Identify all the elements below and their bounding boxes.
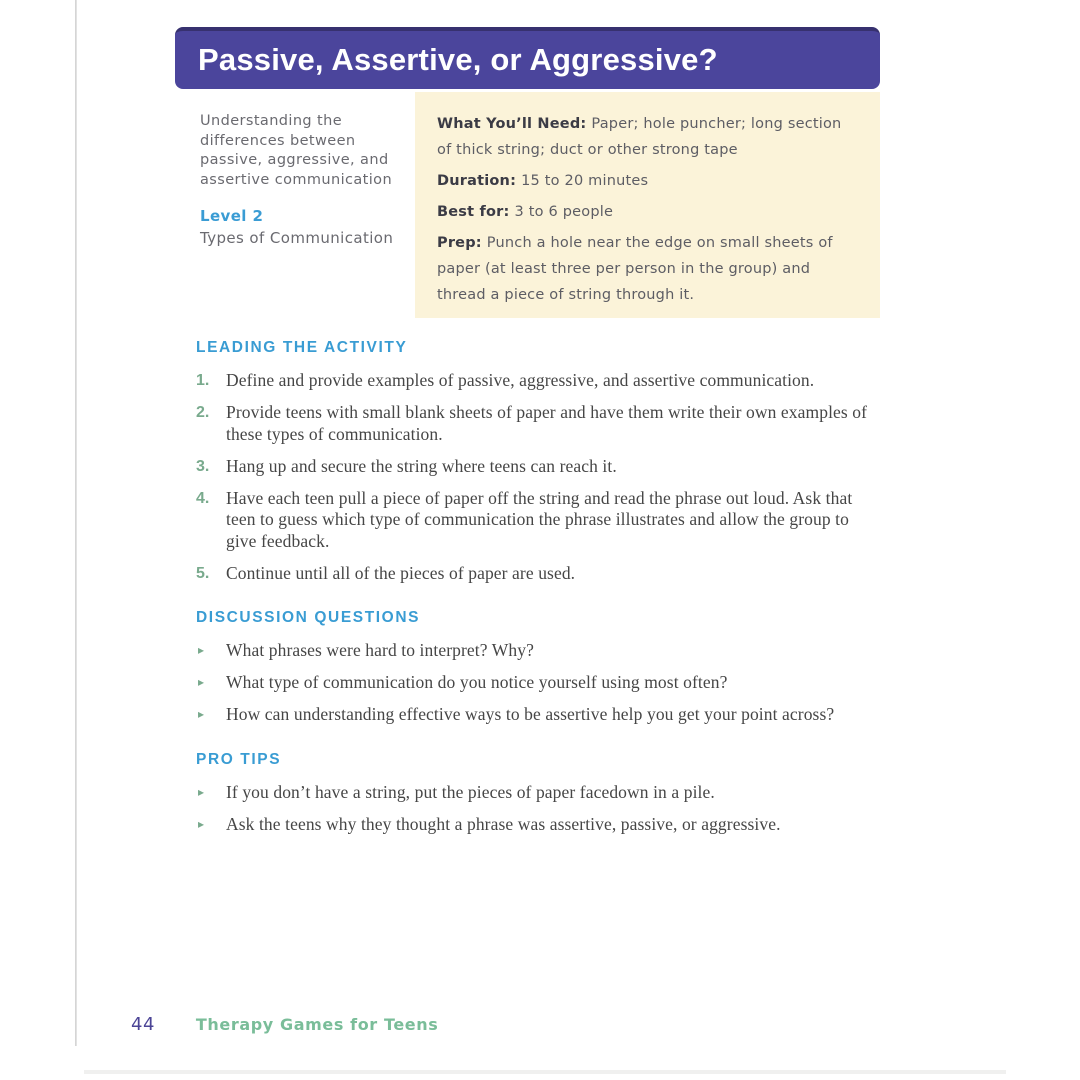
list-item-text: Ask the teens why they thought a phrase was assertive, passive, or aggressive. (226, 813, 781, 834)
list-item-text: If you don’t have a string, put the pieces of paper facedown in a pile. (226, 781, 715, 802)
list-item-text: How can understanding effective ways to be assertive help you get your point across? (226, 704, 835, 724)
page-title: Passive, Assertive, or Aggressive? (198, 42, 718, 77)
page-edge-bottom (84, 1070, 1006, 1074)
info-label: What You’ll Need: (437, 116, 587, 132)
info-label: Duration: (437, 173, 517, 189)
section-pro-tips (196, 751, 882, 836)
activity-description: Understanding the differences between passive, aggressive, and assertive communication (200, 113, 393, 188)
section-heading: LEADING THE ACTIVITY (196, 339, 408, 356)
list-item (196, 563, 882, 585)
list-item (196, 704, 882, 726)
section-heading: DISCUSSION QUESTIONS (196, 609, 421, 626)
list-number: 2. (196, 404, 210, 421)
activity-sidebar (200, 112, 400, 248)
list-item (196, 370, 882, 392)
page-edge-left (75, 0, 77, 1046)
info-item-what-you-need (437, 111, 858, 163)
list-item (196, 456, 882, 478)
info-item-prep (437, 230, 858, 308)
activity-info-box (415, 92, 880, 318)
list-item-text: What type of communication do you notice yourself using most often? (226, 672, 728, 692)
list-number: 5. (196, 564, 210, 582)
list-item-text: Hang up and secure the string where teens can reach it. (226, 455, 617, 476)
activity-category: Types of Communication (200, 228, 394, 247)
info-label: Best for: (437, 204, 510, 220)
bullet-arrow-icon: ▸ (198, 643, 205, 657)
list-item (196, 782, 882, 804)
list-item (196, 640, 882, 662)
activity-title-banner (175, 27, 880, 89)
bullet-arrow-icon: ▸ (198, 784, 205, 799)
info-value: Paper; hole puncher; long section of thick string; duct or other strong tape (437, 116, 842, 158)
section-discussion-questions (196, 609, 882, 726)
info-item-duration (437, 168, 858, 194)
section-heading: PRO TIPS (196, 750, 282, 768)
page-footer (131, 1014, 438, 1035)
info-value: 15 to 20 minutes (521, 173, 649, 189)
page-number: 44 (131, 1014, 155, 1035)
book-title: Therapy Games for Teens (195, 1015, 439, 1034)
section-leading-the-activity (196, 339, 882, 584)
info-label: Prep: (437, 235, 482, 251)
info-value: Punch a hole near the edge on small sheets of paper (at least three per person in the group) and thread a piece of string through it. (437, 235, 833, 303)
list-item (196, 488, 882, 553)
bullet-arrow-icon: ▸ (198, 707, 205, 721)
list-item-text: Have each teen pull a piece of paper off the string and read the phrase out loud. Ask that teen to guess which type of communication the phrase illustrates and allow the group to give feedback. (226, 487, 853, 551)
list-item (196, 672, 882, 694)
bullet-arrow-icon: ▸ (198, 675, 205, 689)
bullet-arrow-icon: ▸ (198, 816, 205, 831)
list-item-text: What phrases were hard to interpret? Why? (226, 640, 534, 660)
list-item (196, 814, 882, 836)
list-item-text: Define and provide examples of passive, aggressive, and assertive communication. (226, 370, 815, 390)
main-content (196, 339, 882, 860)
list-item-text: Continue until all of the pieces of paper are used. (226, 562, 576, 583)
list-item-text: Provide teens with small blank sheets of paper and have them write their own examples of these types of communication. (226, 402, 868, 444)
list-number: 1. (196, 372, 210, 389)
list-item (196, 402, 882, 445)
info-item-best-for (437, 199, 858, 225)
list-number: 3. (196, 457, 210, 475)
info-value: 3 to 6 people (514, 204, 614, 220)
list-number: 4. (196, 489, 210, 507)
level-label: Level 2 (200, 207, 264, 225)
